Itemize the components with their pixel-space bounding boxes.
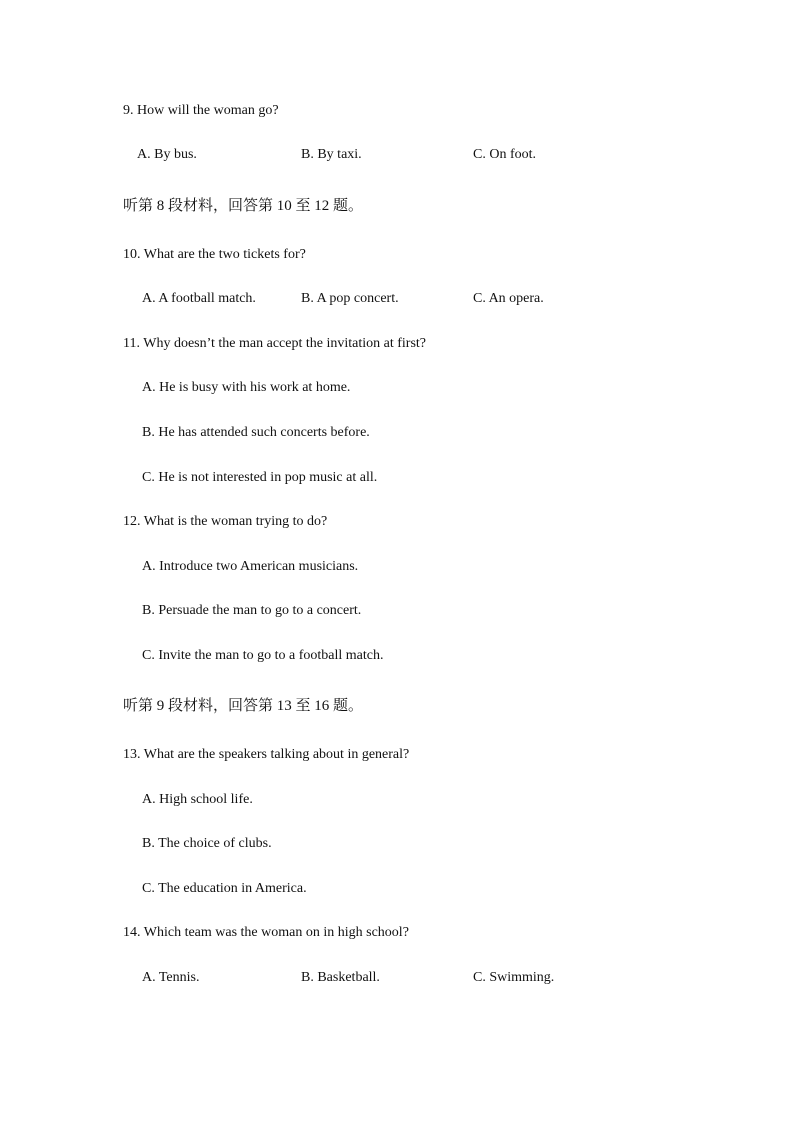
option-b: B. The choice of clubs. [142, 836, 272, 851]
section-heading-8: 听第 8 段材料，回答第 10 至 12 题。 [123, 198, 364, 214]
option-c: C. On foot. [473, 147, 536, 162]
option-c: C. An opera. [473, 291, 544, 306]
question-9: 9. How will the woman go? [123, 103, 279, 118]
question-13: 13. What are the speakers talking about in general? [123, 747, 410, 762]
option-b: B. He has attended such concerts before. [142, 425, 370, 440]
option-c: C. Invite the man to go to a football match. [142, 648, 384, 663]
question-14: 14. Which team was the woman on in high school? [123, 925, 409, 940]
section-heading-9: 听第 9 段材料，回答第 13 至 16 题。 [123, 698, 364, 714]
option-a: A. By bus. [137, 147, 197, 162]
option-b: B. Basketball. [301, 970, 380, 985]
question-14-options [0, 969, 794, 987]
option-a: A. He is busy with his work at home. [142, 380, 351, 395]
question-9-options [0, 146, 794, 164]
option-c: C. Swimming. [473, 970, 555, 985]
question-11: 11. Why doesn’t the man accept the invitation at first? [123, 336, 426, 351]
option-a: A. Introduce two American musicians. [142, 559, 359, 574]
question-10-options [0, 290, 794, 308]
option-a: A. Tennis. [142, 970, 200, 985]
option-c: C. He is not interested in pop music at all. [142, 470, 378, 485]
option-c: C. The education in America. [142, 881, 307, 896]
option-b: B. Persuade the man to go to a concert. [142, 603, 362, 618]
option-b: B. A pop concert. [301, 291, 399, 306]
option-a: A. High school life. [142, 792, 253, 807]
option-a: A. A football match. [142, 291, 256, 306]
question-10: 10. What are the two tickets for? [123, 247, 306, 262]
option-b: B. By taxi. [301, 147, 362, 162]
question-12: 12. What is the woman trying to do? [123, 514, 328, 529]
